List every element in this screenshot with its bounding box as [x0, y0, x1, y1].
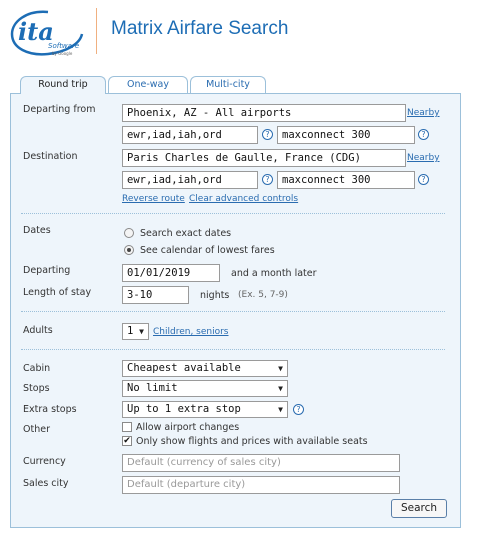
svg-text:ita: ita	[18, 17, 54, 46]
section-divider	[21, 349, 445, 350]
departing-from-label: Departing from	[23, 104, 96, 115]
other-label: Other	[23, 424, 50, 435]
tab-multi-city[interactable]: Multi-city	[190, 76, 266, 93]
help-icon[interactable]: ?	[418, 129, 429, 140]
length-of-stay-input[interactable]: 3-10	[122, 286, 189, 304]
destination-extension-input[interactable]: maxconnect 300	[277, 171, 415, 189]
chevron-down-icon: ▼	[139, 327, 144, 336]
exact-dates-label: Search exact dates	[140, 228, 232, 239]
ita-software-logo	[8, 8, 88, 58]
children-seniors-link[interactable]: Children, seniors	[153, 327, 229, 337]
cabin-select[interactable]: Cheapest available ▼	[122, 360, 288, 377]
tab-one-way[interactable]: One-way	[108, 76, 188, 93]
section-divider	[21, 213, 445, 214]
departing-label: Departing	[23, 265, 71, 276]
nights-label: nights	[200, 290, 230, 301]
adults-label: Adults	[23, 325, 53, 336]
stops-label: Stops	[23, 383, 50, 394]
calendar-radio[interactable]	[124, 245, 134, 255]
extra-stops-select[interactable]: Up to 1 extra stop ▼	[122, 401, 288, 418]
help-icon[interactable]: ?	[293, 404, 304, 415]
clear-advanced-controls-link[interactable]: Clear advanced controls	[189, 194, 299, 204]
destination-nearby-link[interactable]: Nearby	[407, 153, 440, 163]
destination-label: Destination	[23, 151, 78, 162]
chevron-down-icon: ▼	[278, 364, 283, 373]
departing-date-input[interactable]: 01/01/2019	[122, 264, 220, 282]
svg-text:Software: Software	[48, 42, 80, 50]
destination-routing-input[interactable]: ewr,iad,iah,ord	[122, 171, 258, 189]
header-divider	[96, 8, 97, 54]
adults-select[interactable]: 1 ▼	[122, 323, 149, 340]
dates-label: Dates	[23, 225, 51, 236]
exact-dates-radio[interactable]	[124, 228, 134, 238]
tab-round-trip[interactable]: Round trip	[20, 76, 106, 94]
help-icon[interactable]: ?	[262, 174, 273, 185]
sales-city-label: Sales city	[23, 478, 69, 489]
origin-nearby-link[interactable]: Nearby	[407, 108, 440, 118]
search-form-panel	[10, 93, 461, 528]
stay-example-hint: (Ex. 5, 7-9)	[238, 290, 288, 300]
allow-airport-changes-checkbox[interactable]	[122, 422, 132, 432]
origin-input[interactable]: Phoenix, AZ - All airports	[122, 104, 406, 122]
stops-select[interactable]: No limit ▼	[122, 380, 288, 397]
currency-label: Currency	[23, 456, 66, 467]
currency-input[interactable]: Default (currency of sales city)	[122, 454, 400, 472]
calendar-label: See calendar of lowest fares	[140, 245, 275, 256]
departing-suffix: and a month later	[231, 268, 317, 279]
origin-routing-input[interactable]: ewr,iad,iah,ord	[122, 126, 258, 144]
destination-input[interactable]: Paris Charles de Gaulle, France (CDG)	[122, 149, 406, 167]
extra-stops-label: Extra stops	[23, 404, 77, 415]
help-icon[interactable]: ?	[262, 129, 273, 140]
allow-airport-changes-label: Allow airport changes	[136, 422, 240, 433]
chevron-down-icon: ▼	[278, 405, 283, 414]
help-icon[interactable]: ?	[418, 174, 429, 185]
reverse-route-link[interactable]: Reverse route	[122, 194, 185, 204]
svg-text:by Google: by Google	[52, 51, 73, 56]
search-button[interactable]: Search	[391, 499, 447, 518]
section-divider	[21, 311, 445, 312]
only-available-checkbox[interactable]: ✔	[123, 436, 131, 446]
page-title: Matrix Airfare Search	[111, 18, 289, 39]
sales-city-input[interactable]: Default (departure city)	[122, 476, 400, 494]
length-of-stay-label: Length of stay	[23, 287, 92, 298]
origin-extension-input[interactable]: maxconnect 300	[277, 126, 415, 144]
ita-logo-icon	[8, 8, 88, 58]
only-available-label: Only show flights and prices with available seats	[136, 436, 368, 447]
chevron-down-icon: ▼	[278, 384, 283, 393]
cabin-label: Cabin	[23, 363, 51, 374]
